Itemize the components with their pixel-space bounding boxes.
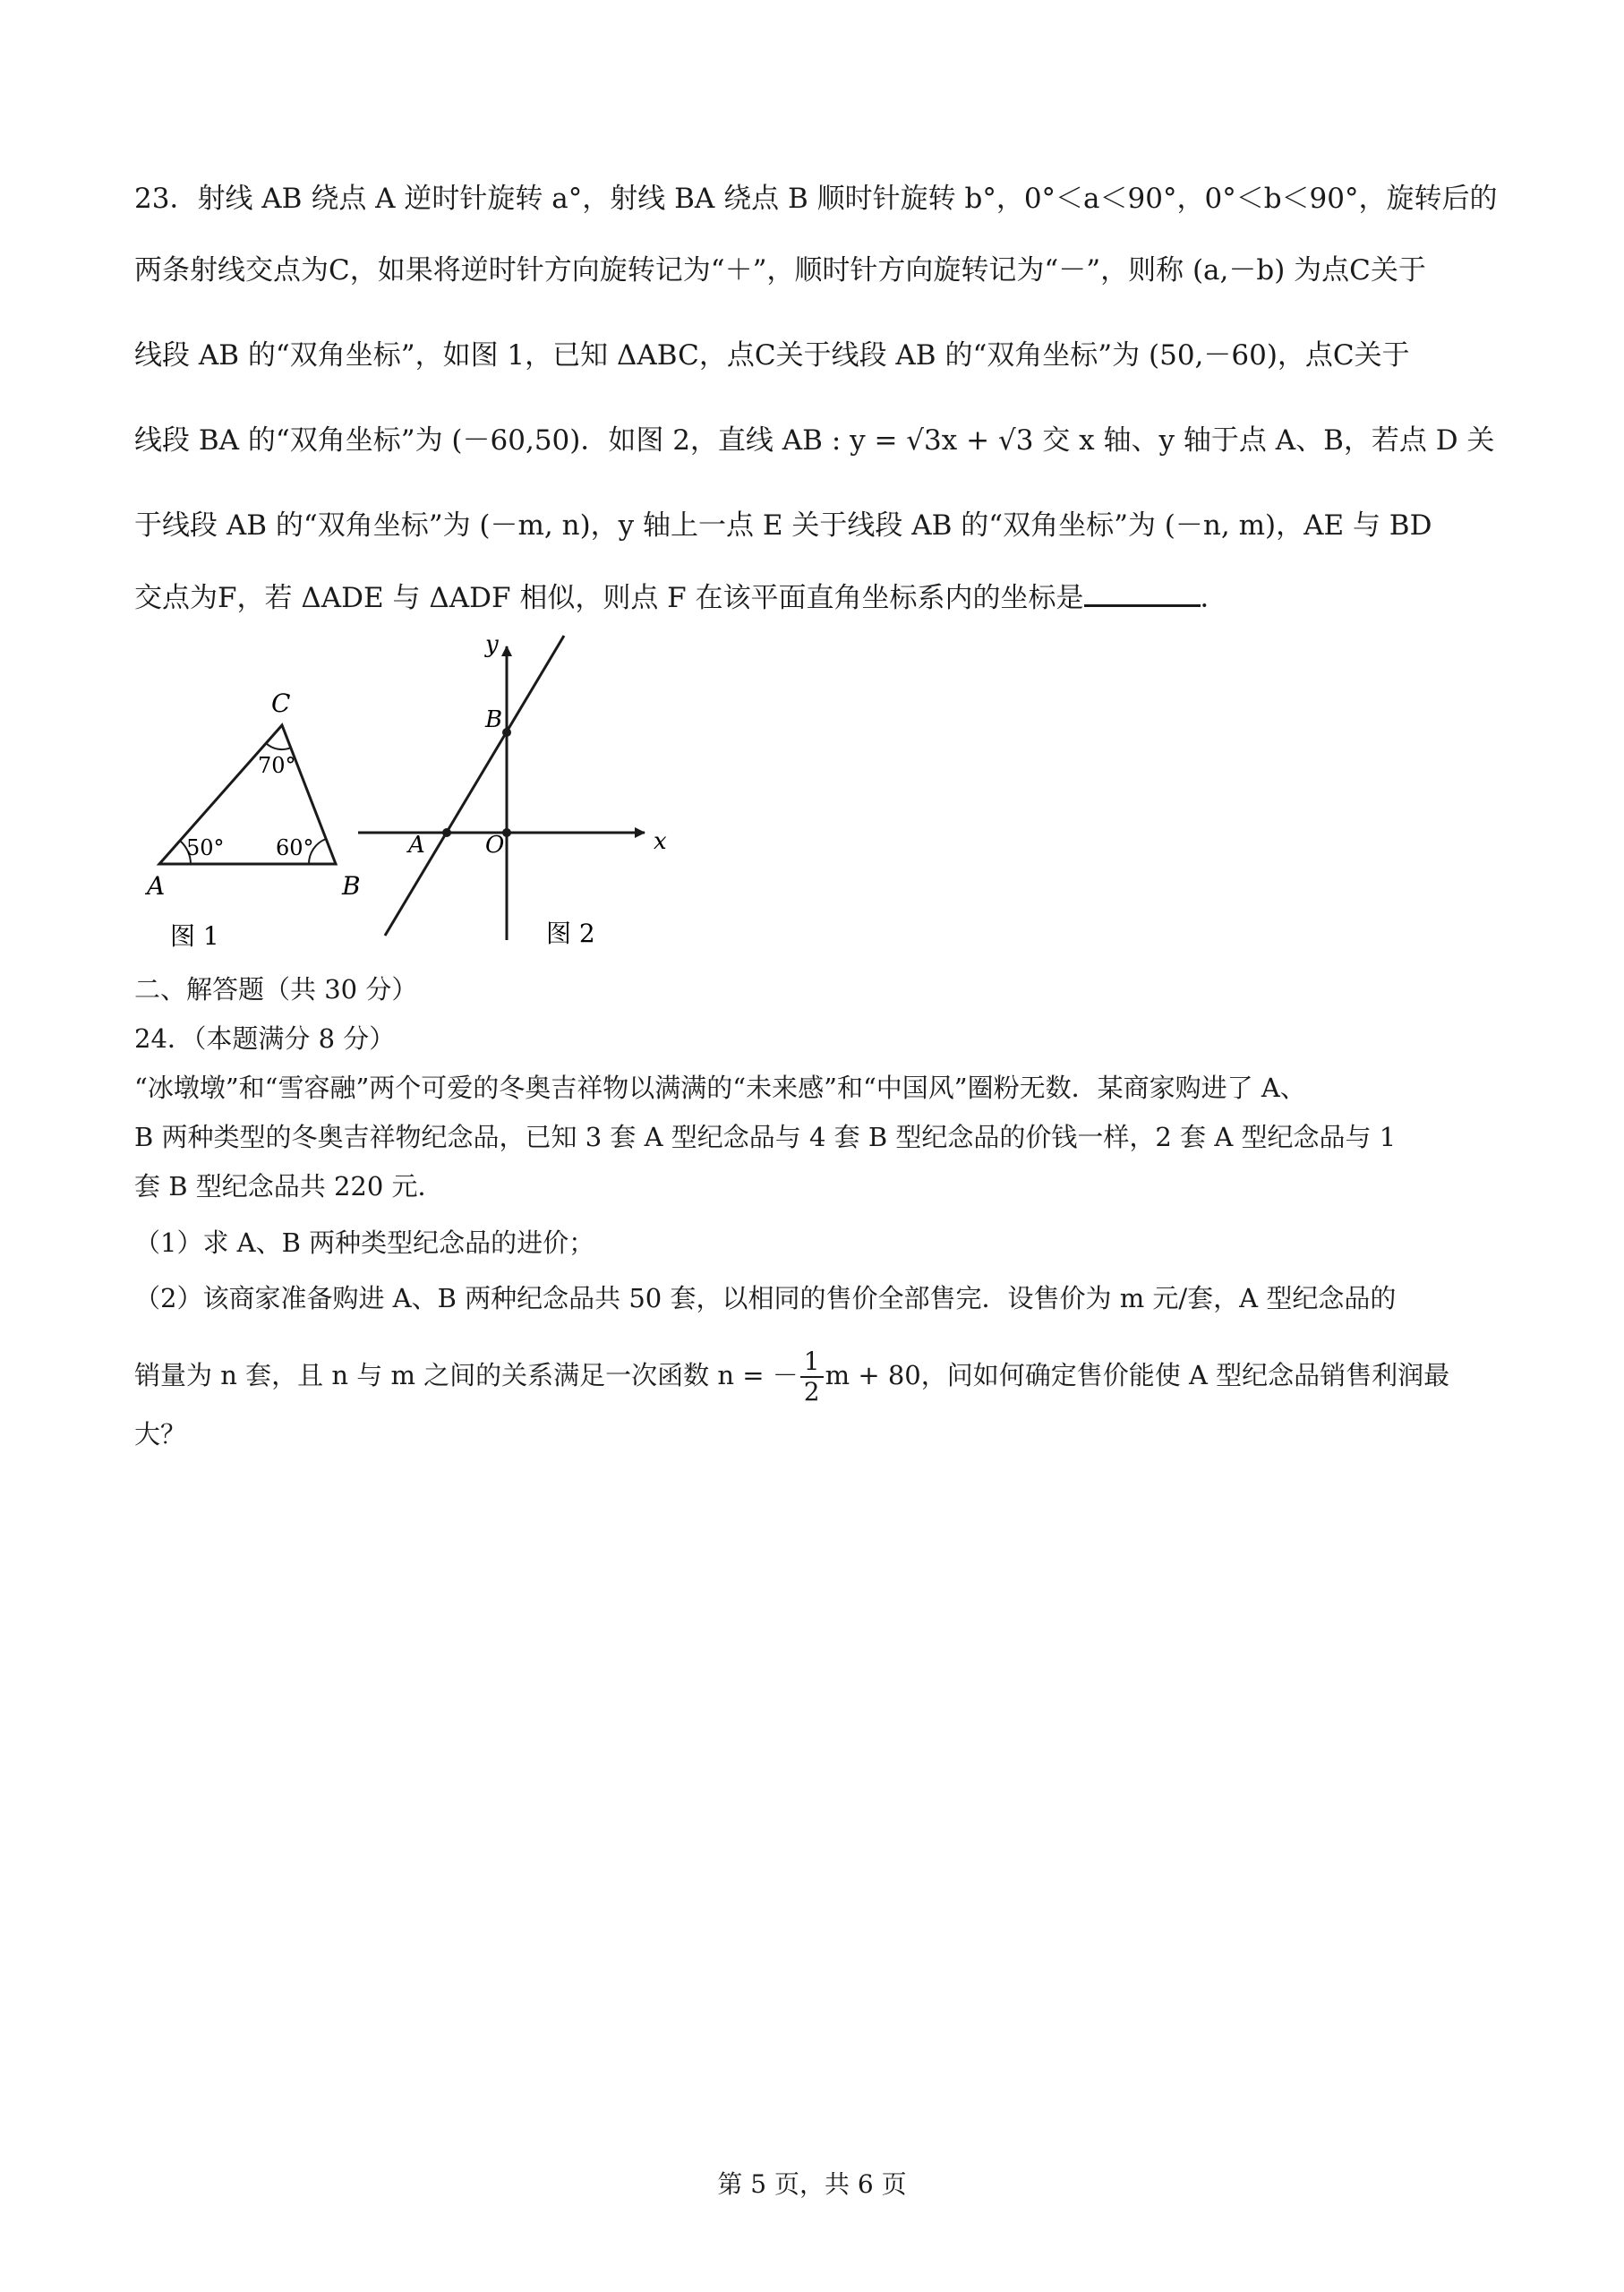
angle-a-label: 50° [186, 835, 225, 860]
fraction-one-half [800, 1347, 824, 1407]
q24-line-3: 套 B 型纪念品共 220 元． [134, 1171, 444, 1202]
figure-1-caption: 图 1 [170, 921, 219, 951]
q24-part-2-line-3: 大？ [134, 1419, 187, 1450]
origin-label: O [485, 832, 505, 859]
q23-line-2: 两条射线交点为C，如果将逆时针方向旋转记为“＋”，顺时针方向旋转记为“－”，则称 (a,－b) 为点C关于 [134, 254, 1426, 286]
q23-line-4: 线段 BA 的“双角坐标”为 (－60,50)．如图 2，直线 AB : y = √3x + √3 交 x 轴、y 轴于点 A、B，若点 D 关 [134, 424, 1495, 457]
line-ab [385, 636, 564, 936]
q24-line-2: B 两种类型的冬奥吉祥物纪念品，已知 3 套 A 型纪念品与 4 套 B 型纪念品的价钱一样，2 套 A 型纪念品与 1 [134, 1122, 1397, 1152]
vertex-a-label: A [147, 871, 166, 901]
vertex-b-label: B [342, 871, 361, 901]
fraction-denominator: 2 [803, 1377, 820, 1407]
figure-1-triangle [143, 676, 376, 954]
section-2-title: 二、解答题（共 30 分） [134, 974, 418, 1005]
q23-line-6 [134, 577, 1495, 618]
q24-header: 24．（本题满分 8 分） [134, 1023, 396, 1054]
point-a-label: A [408, 832, 425, 859]
page-footer: 第 5 页，共 6 页 [717, 2169, 907, 2199]
y-axis-label: y [485, 631, 499, 658]
q24-line-1: “冰墩墩”和“雪容融”两个可爱的冬奥吉祥物以满满的“未来感”和“中国风”圈粉无数．某商家购进了 A、 [134, 1073, 1306, 1103]
point-b-label: B [485, 706, 503, 733]
q24-part-2-line-2 [134, 1347, 1495, 1407]
angle-b-label: 60° [276, 835, 314, 860]
q24-part-2-line-2-after: m + 80，问如何确定售价能使 A 型纪念品销售利润最 [825, 1360, 1450, 1390]
q24-part-2-line-1: （2）该商家准备购进 A、B 两种纪念品共 50 套，以相同的售价全部售完．设售价为 m 元/套，A 型纪念品的 [134, 1283, 1397, 1313]
point-a-dot [442, 828, 451, 837]
fraction-numerator: 1 [800, 1347, 824, 1378]
vertex-c-label: C [271, 688, 291, 718]
point-b-dot [502, 728, 511, 737]
q23-line-6-text: 交点为F，若 ΔADE 与 ΔADF 相似，则点 F 在该平面直角坐标系内的坐标是 [134, 582, 1084, 614]
q24-part-2-line-2-before: 销量为 n 套，且 n 与 m 之间的关系满足一次函数 n = － [134, 1360, 799, 1390]
figure-2-caption: 图 2 [546, 919, 595, 948]
q23-line-6-end: ． [1200, 582, 1228, 614]
q23-line-5: 于线段 AB 的“双角坐标”为 (－m, n)，y 轴上一点 E 关于线段 AB 的“双角坐标”为 (－n, m)，AE 与 BD [134, 509, 1432, 542]
answer-blank [1084, 577, 1201, 607]
angle-c-label: 70° [258, 753, 296, 778]
x-axis-label: x [654, 828, 667, 855]
q24-part-1: （1）求 A、B 两种类型纪念品的进价； [134, 1227, 595, 1258]
q23-line-3: 线段 AB 的“双角坐标”，如图 1，已知 ΔABC，点C关于线段 AB 的“双角坐标”为 (50,－60)，点C关于 [134, 339, 1410, 372]
q23-line-1: 23．射线 AB 绕点 A 逆时针旋转 a°，射线 BA 绕点 B 顺时针旋转 b°，0°＜a＜90°，0°＜b＜90°，旋转后的 [134, 183, 1498, 215]
figure-2-coordinate-plane [349, 627, 671, 958]
angle-c-arc [266, 743, 291, 749]
